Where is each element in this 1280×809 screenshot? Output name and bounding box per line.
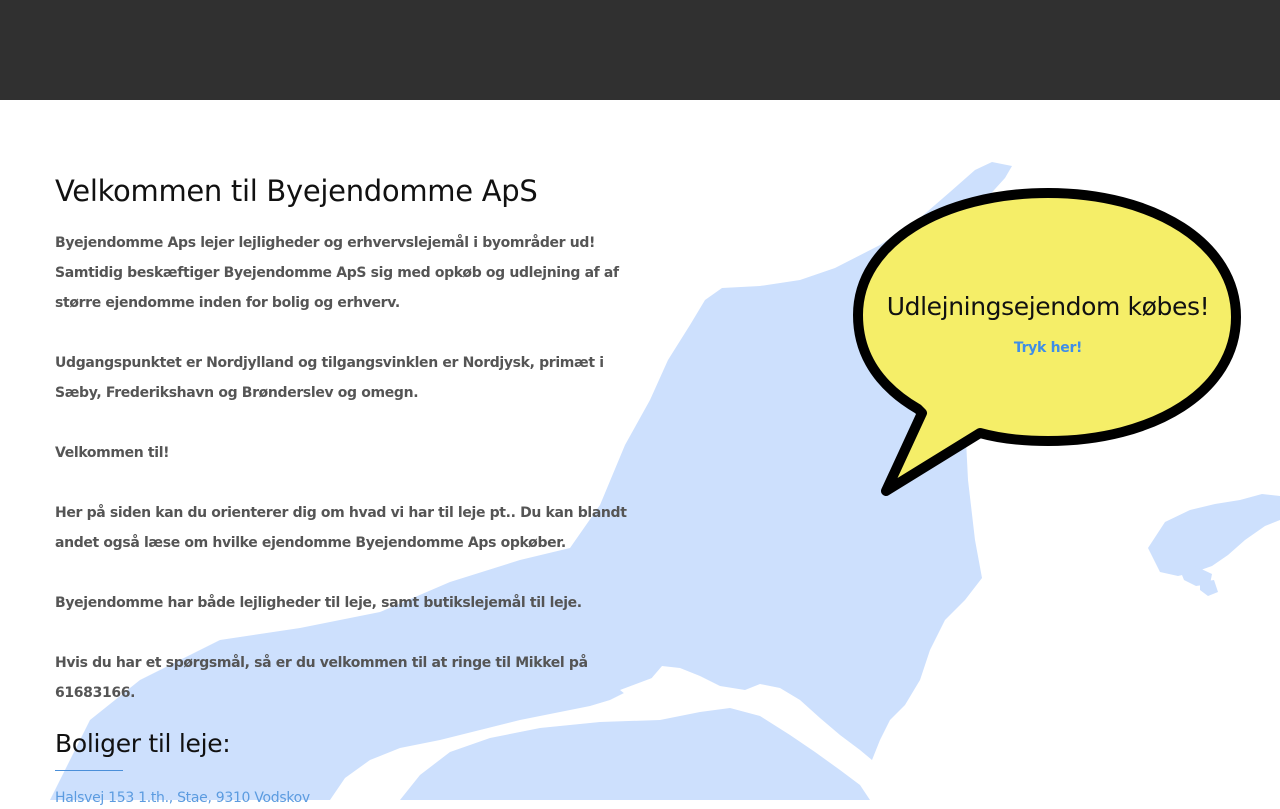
orientation-paragraph: Her på siden kan du orienterer dig om hvad vi har til leje pt.. Du kan blandt andet også læse om hvilke ejendomme Byejendomme Aps opkøber. <box>55 505 627 551</box>
map-island-tip <box>1200 580 1218 596</box>
listing-link-halsvej[interactable]: Halsvej 153 1.th., Stae, 9310 Vodskov <box>55 790 310 806</box>
intro-paragraph: Byejendomme Aps lejer lejligheder og erhvervslejemål i byområder ud! Samtidig beskæftiger Byejendomme ApS sig med opkøb og udlejning af af større ejendomme inden for bolig og erhverv. <box>55 235 619 311</box>
map-lake-2 <box>647 704 663 712</box>
listings-title: Boliger til leje: <box>55 729 231 758</box>
listings-title-underline <box>55 770 123 771</box>
rentals-paragraph: Byejendomme har både lejligheder til leje, samt butikslejemål til leje. <box>55 595 582 611</box>
main-content <box>55 168 635 809</box>
callout-headline: Udlejningsejendom købes! <box>886 292 1210 321</box>
region-paragraph: Udgangspunktet er Nordjylland og tilgangsvinklen er Nordjysk, primæt i Sæby, Frederikshavn og Brønderslev og omegn. <box>55 355 604 401</box>
speech-bubble-callout[interactable] <box>850 185 1246 503</box>
contact-paragraph: Hvis du har et spørgsmål, så er du velkommen til at ringe til Mikkel på 61683166. <box>55 655 588 701</box>
welcome-paragraph: Velkommen til! <box>55 445 170 461</box>
map-island-east <box>1148 494 1280 576</box>
page-title: Velkommen til Byejendomme ApS <box>55 174 538 208</box>
callout-link[interactable]: Tryk her! <box>1013 340 1083 356</box>
